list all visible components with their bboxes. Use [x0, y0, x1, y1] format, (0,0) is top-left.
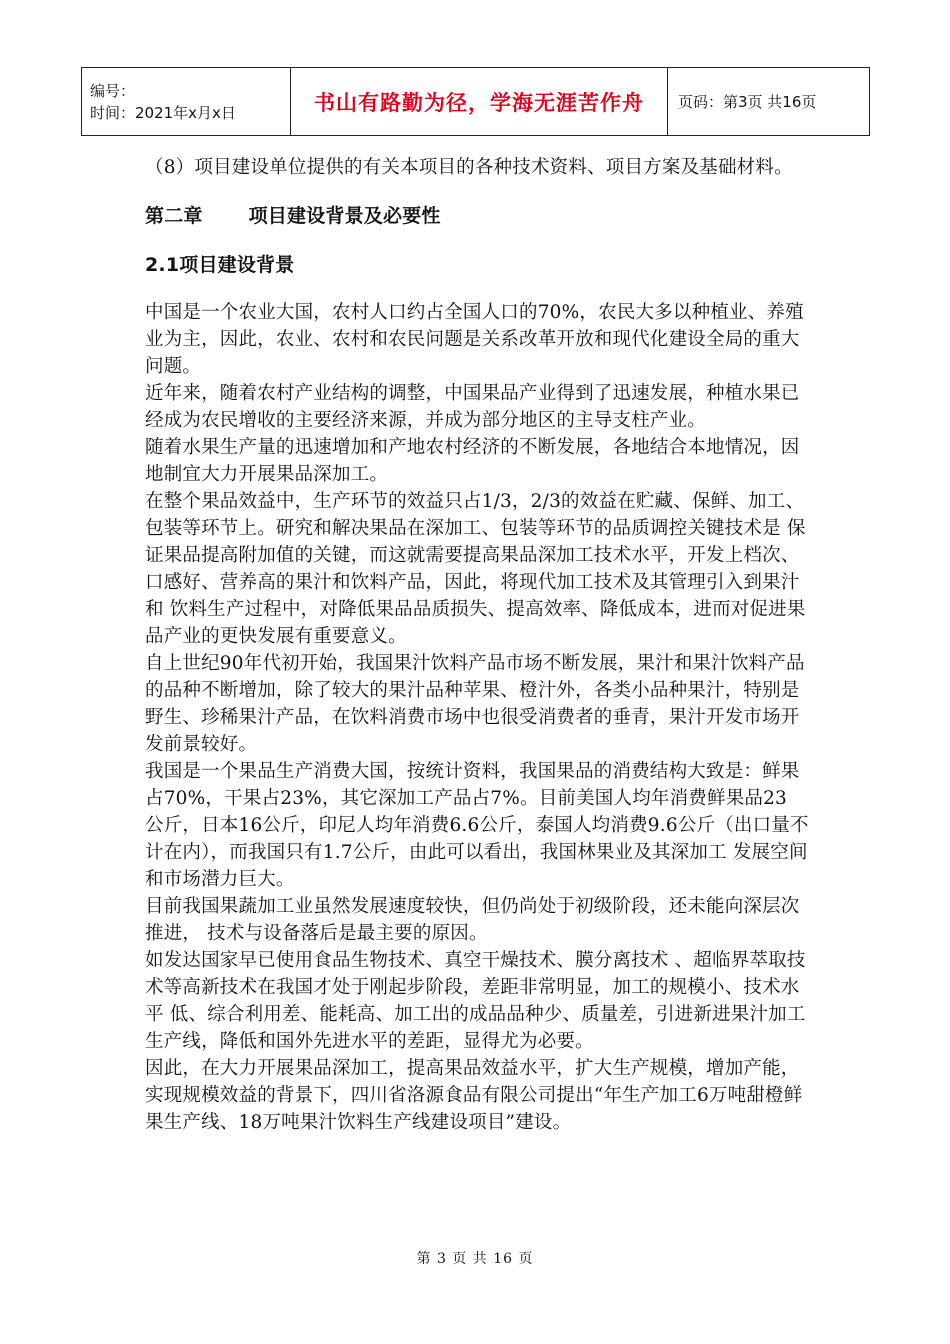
body-paragraph: 如发达国家早已使用食品生物技术、真空干燥技术、膜分离技术 、超临界萃取技术等高新技术在我国才处于刚起步阶段，差距非常明显，加工的规模小、技术水平 低、综合利用差、能耗高、加工出的成品品种少、质量差，引进新进果汁加工生产线，降低和国外先进水平的差距，显得尤为必要。 — [145, 950, 806, 1052]
header-meta-cell — [82, 68, 291, 136]
document-body — [145, 154, 810, 1136]
date-label: 时间：2021年x月x日 — [90, 103, 236, 122]
page-header — [81, 67, 870, 136]
chapter-heading — [145, 203, 810, 230]
header-motto: 书山有路勤为径，学海无涯苦作舟 — [291, 68, 668, 136]
chapter-title: 项目建设背景及必要性 — [248, 205, 441, 227]
section-heading: 2.1项目建设背景 — [145, 254, 295, 276]
body-paragraph: 在整个果品效益中，生产环节的效益只占1/3，2/3的效益在贮藏、保鲜、加工、包装等环节上。研究和解决果品在深加工、包装等环节的品质调控关键技术是 保证果品提高附加值的关键，而这就需要提高果品深加工技术水平，开发上档次、口感好、营养高的果汁和饮料产品，因此，将现代加工技术及其管理引入到果汁和 饮料生产过程中，对降低果品品质损失、提高效率、降低成本，进而对促进果品产业的更快发展有重要意义。 — [145, 491, 806, 647]
body-paragraph: 自上世纪90年代初开始，我国果汁饮料产品市场不断发展，果汁和果汁饮料产品的品种不断增加，除了较大的果汁品种苹果、橙汁外，各类小品种果汁，特别是野生、珍稀果汁产品，在饮料消费市场中也很受消费者的垂青，果汁开发市场开发前景较好。 — [145, 653, 805, 755]
body-paragraph: 中国是一个农业大国，农村人口约占全国人口的70%，农民大多以种植业、养殖业为主，因此，农业、农村和农民问题是关系改革开放和现代化建设全局的重大问题。 — [145, 302, 804, 377]
body-paragraph: 近年来，随着农村产业结构的调整，中国果品产业得到了迅速发展，种植水果已经成为农民增收的主要经济来源，并成为部分地区的主导支柱产业。 — [145, 383, 800, 431]
intro-paragraph: （8）项目建设单位提供的有关本项目的各种技术资料、项目方案及基础材料。 — [145, 157, 793, 178]
body-paragraph: 随着水果生产量的迅速增加和产地农村经济的不断发展，各地结合本地情况，因地制宜大力开展果品深加工。 — [145, 437, 800, 485]
page-footer: 第 3 页 共 16 页 — [416, 1251, 534, 1267]
body-paragraph: 我国是一个果品生产消费大国，按统计资料，我国果品的消费结构大致是：鲜果占70%，干果占23%，其它深加工产品占7%。目前美国人均年消费鲜果品23 公斤，日本16公斤，印尼人均年消费6.6公斤，泰国人均消费9.6公斤（出口量不计在内），而我国只有1.7公斤，由此可以看出，我国林果业及其深加工 发展空间和市场潜力巨大。 — [145, 761, 809, 890]
code-label: 编号： — [90, 81, 136, 100]
body-paragraph: 目前我国果蔬加工业虽然发展速度较快，但仍尚处于初级阶段，还未能向深层次推进， 技术与设备落后是最主要的原因。 — [145, 896, 800, 944]
body-paragraph: 因此，在大力开展果品深加工，提高果品效益水平，扩大生产规模，增加产能，实现规模效益的背景下，四川省洛源食品有限公司提出“年生产加工6万吨甜橙鲜果生产线、18万吨果汁饮料生产线建设项目”建设。 — [145, 1058, 803, 1133]
chapter-number: 第二章 — [145, 205, 203, 227]
header-page-number: 页码：第3页 共16页 — [668, 68, 870, 136]
